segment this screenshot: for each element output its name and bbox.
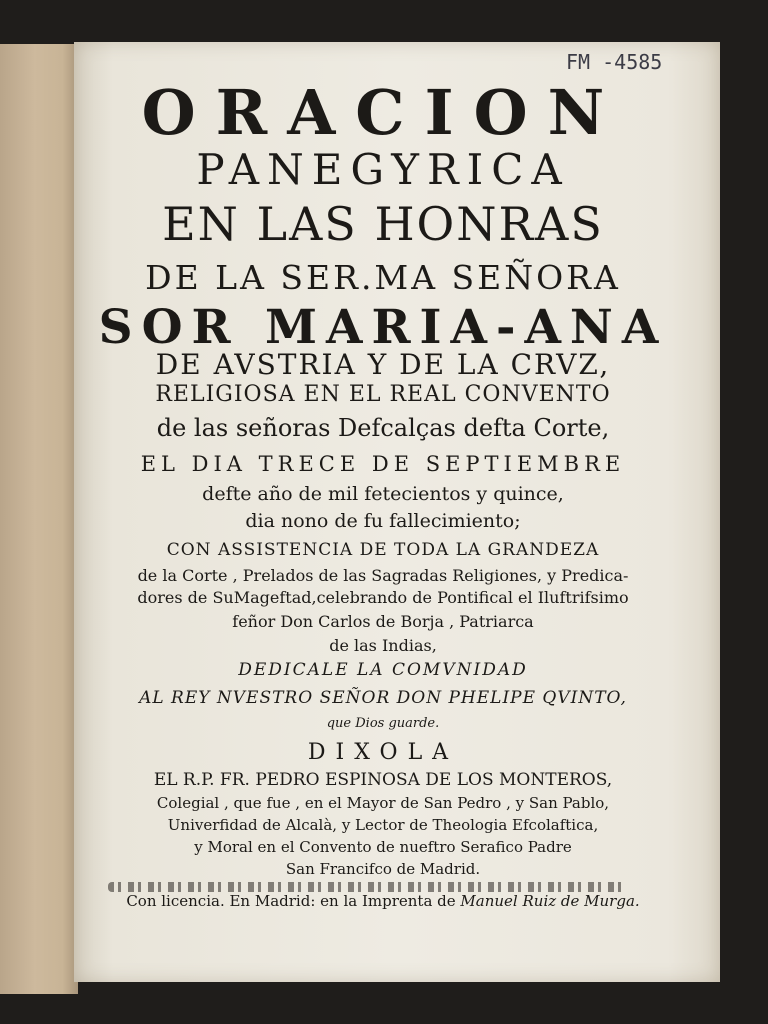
title-line-1: ORACION [141,76,625,149]
shelfmark-annotation: FM -4585 [566,50,663,74]
text-line: CON ASSISTENCIA DE TODA LA GRANDEZA [166,540,600,560]
title-line-2: PANEGYRICA [196,145,570,194]
dedication-line: AL REY NVESTRO SEÑOR DON PHELIPE QVINTO, [139,688,627,708]
text-line: DE AVSTRIA Y DE LA CRVZ, [155,348,611,381]
title-line-4: DE LA SER.MA SEÑORA [145,258,621,297]
text-line: de las señoras Defcalças defta Corte, [156,414,610,442]
author-name: EL R.P. FR. PEDRO ESPINOSA DE LOS MONTEROS, [153,770,613,790]
facing-page-edge [0,44,78,994]
text-line: y Moral en el Convento de nueftro Serafico Padre [194,838,572,856]
text-line: San Francifco de Madrid. [285,860,481,878]
imprint-prefix: Con licencia. En Madrid: en la Imprenta de [126,892,461,910]
title-line-5: SOR MARIA-ANA [98,300,668,355]
imprint-line [78,892,688,910]
author-heading: DIXOLA [307,740,459,765]
text-line: RELIGIOSA EN EL REAL CONVENTO [155,382,611,407]
text-line: dia nono de fu fallecimiento; [245,510,521,532]
dedication-line: DEDICALE LA COMVNIDAD [238,660,528,680]
text-line: EL DIA TRECE DE SEPTIEMBRE [140,452,626,476]
text-line: defte año de mil fetecientos y quince, [202,483,564,505]
text-line: dores de SuMageftad,celebrando de Pontifical el Iluftrifsimo [137,588,629,607]
text-line: de la Corte , Prelados de las Sagradas Religiones, y Predica- [137,566,629,585]
text-line: Colegial , que fue , en el Mayor de San Pedro , y San Pablo, [156,794,610,812]
title-line-3: EN LAS HONRAS [162,197,604,251]
dedication-line: que Dios guarde. [326,716,440,731]
text-line: Univerfidad de Alcalà, y Lector de Theologia Efcolaftica, [167,816,599,834]
printers-ornament [108,882,628,892]
imprint-printer: Manuel Ruiz de Murga. [460,892,640,910]
text-line: feñor Don Carlos de Borja , Patriarca [232,612,534,631]
text-line: de las Indias, [329,636,437,655]
